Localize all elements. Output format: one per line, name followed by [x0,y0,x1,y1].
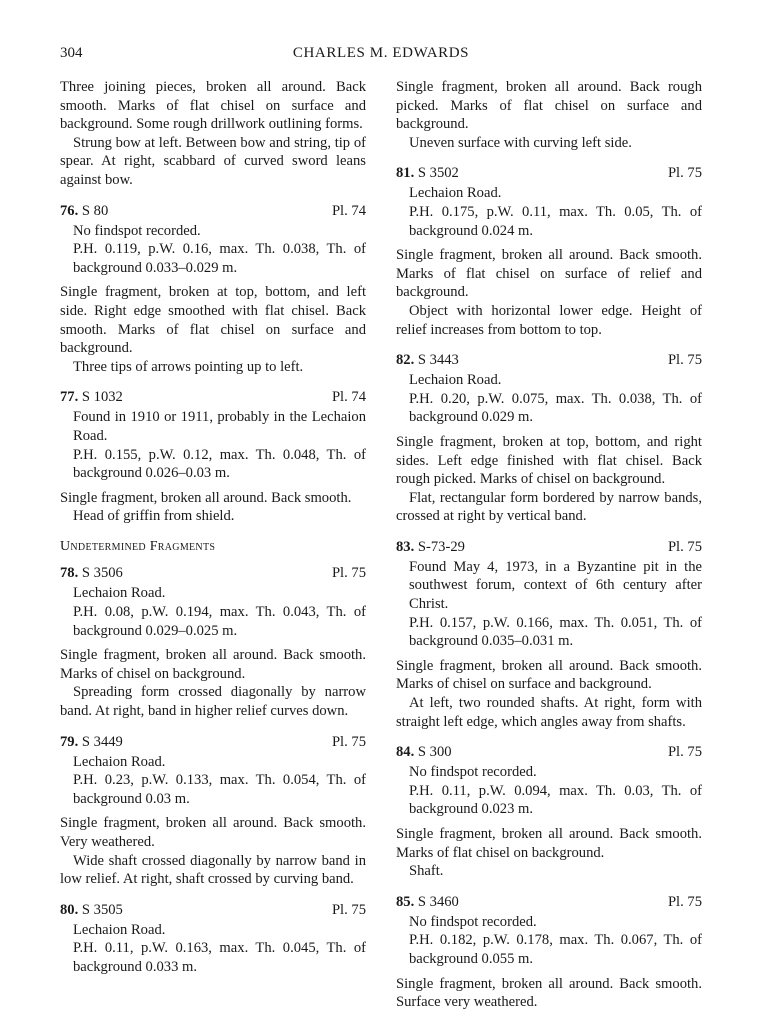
subject-description: Head of griffin from shield. [73,508,235,525]
inventory-number: S 3443 [417,352,459,369]
inventory-number: S 300 [417,744,452,761]
subject-description: Flat, rectangular form bordered by narrow bands, crossed at right by vertical band. [396,489,702,525]
plate-reference: Pl. 75 [331,733,366,750]
entry-heading [396,741,702,763]
entry-heading [396,891,702,913]
catalogue-entry-83 [396,536,702,731]
page-number: 304 [60,45,83,61]
catalogue-entry-84 [396,741,702,881]
entry-heading [60,200,366,222]
condition-description: Single fragment, broken all around. Back smooth. Marks of flat chisel on background. [396,826,702,861]
plate-reference: Pl. 74 [331,389,366,406]
catalogue-entry-82 [396,349,702,526]
catalogue-entry-79 [60,731,366,889]
catalogue-entry-85 [396,891,702,1012]
condition-description: Single fragment, broken all around. Back smooth. Marks of flat chisel on surface of relief and background. [396,247,702,301]
right-column [396,78,702,1012]
entry-heading [60,899,366,921]
condition-description: Single fragment, broken all around. Back smooth. Very weathered. [60,815,366,850]
entry-number: 79. [60,733,79,750]
inventory-number: S 1032 [81,389,123,406]
plate-reference: Pl. 74 [331,202,366,219]
inventory-number: S 3502 [417,165,459,182]
findspot: Lechaion Road. [73,585,166,602]
findspot: Found May 4, 1973, in a Byzantine pit in the southwest forum, context of 6th century after Christ. [409,558,702,613]
left-column [60,78,366,977]
plate-reference: Pl. 75 [667,893,702,910]
plate-reference: Pl. 75 [331,565,366,582]
condition-description: Single fragment, broken all around. Back rough picked. Marks of flat chisel on surface and background. [396,79,702,133]
entry-number: 77. [60,389,79,406]
catalogue-entry-80 [60,899,366,977]
subject-description: Shaft. [409,863,444,880]
entry-number: 81. [396,165,415,182]
continued-subject: Strung bow at left. Between bow and string, tip of spear. At right, scabbard of curved sword leans against bow. [60,134,366,188]
entry-heading [60,731,366,753]
catalogue-entry-81 [396,162,702,339]
findspot: Lechaion Road. [409,185,502,202]
condition-description: Single fragment, broken all around. Back smooth. Marks of chisel on background. [60,647,366,682]
dimensions: P.H. 0.175, p.W. 0.11, max. Th. 0.05, Th. of background 0.024 m. [409,203,702,239]
subject-description: Three tips of arrows pointing up to left. [73,358,304,375]
dimensions: P.H. 0.08, p.W. 0.194, max. Th. 0.043, Th. of background 0.029–0.025 m. [73,604,366,639]
condition-description: Single fragment, broken all around. Back smooth. [60,489,352,506]
continued-description: Three joining pieces, broken all around. Back smooth. Marks of flat chisel on surface and background. Some rough drillwork outlining forms. [60,79,366,133]
findspot: Found in 1910 or 1911, probably in the Lechaion Road. [73,409,366,444]
plate-reference: Pl. 75 [331,901,366,918]
entry-heading [396,536,702,558]
entry-number: 84. [396,744,415,761]
findspot: Lechaion Road. [409,372,502,389]
condition-description: Single fragment, broken all around. Back smooth. Surface very weathered. [396,975,702,1011]
dimensions: P.H. 0.11, p.W. 0.094, max. Th. 0.03, Th. of background 0.023 m. [409,782,702,818]
findspot: Lechaion Road. [73,921,166,938]
subject-description: Object with horizontal lower edge. Height of relief increases from bottom to top. [396,302,702,338]
dimensions: P.H. 0.157, p.W. 0.166, max. Th. 0.051, Th. of background 0.035–0.031 m. [409,614,702,650]
catalogue-entry-78 [60,562,366,720]
findspot: No findspot recorded. [409,913,537,930]
entry-heading [60,562,366,584]
dimensions: P.H. 0.182, p.W. 0.178, max. Th. 0.067, Th. of background 0.055 m. [409,932,702,967]
subject-description: At left, two rounded shafts. At right, form with straight left edge, which angles away from shafts. [396,695,702,730]
plate-reference: Pl. 75 [667,538,702,555]
entry-heading [60,386,366,408]
condition-description: Single fragment, broken at top, bottom, and left side. Right edge smoothed with flat chisel. Back smooth. Marks of flat chisel on surface and background. [60,284,366,357]
dimensions: P.H. 0.119, p.W. 0.16, max. Th. 0.038, Th. of background 0.033–0.029 m. [73,241,366,276]
findspot: Lechaion Road. [73,753,166,770]
running-head: CHARLES M. EDWARDS [292,45,470,61]
entry-heading [396,162,702,184]
findspot: No findspot recorded. [73,222,201,239]
dimensions: P.H. 0.23, p.W. 0.133, max. Th. 0.054, Th. of background 0.03 m. [73,772,366,807]
section-heading: Undetermined Fragments [60,538,216,554]
entry-number: 83. [396,538,415,555]
plate-reference: Pl. 75 [667,352,702,369]
dimensions: P.H. 0.11, p.W. 0.163, max. Th. 0.045, Th. of background 0.033 m. [73,940,366,975]
inventory-number: S 80 [81,202,109,219]
inventory-number: S-73-29 [417,538,465,555]
inventory-number: S 3460 [417,893,459,910]
dimensions: P.H. 0.155, p.W. 0.12, max. Th. 0.048, Th. of background 0.026–0.03 m. [73,446,366,482]
inventory-number: S 3506 [81,565,123,582]
entry-number: 85. [396,893,415,910]
condition-description: Single fragment, broken all around. Back smooth. Marks of chisel on surface and background. [396,657,702,693]
page-header [60,44,702,64]
entry-number: 80. [60,901,79,918]
condition-description: Single fragment, broken at top, bottom, and right sides. Left edge finished with flat chisel. Back rough picked. Marks of chisel on background. [396,433,702,488]
entry-number: 82. [396,352,415,369]
entry-number: 76. [60,202,79,219]
catalogue-entry-77 [60,386,366,526]
dimensions: P.H. 0.20, p.W. 0.075, max. Th. 0.038, Th. of background 0.029 m. [409,390,702,426]
subject-description: Uneven surface with curving left side. [409,134,632,151]
plate-reference: Pl. 75 [667,744,702,761]
findspot: No findspot recorded. [409,764,537,781]
plate-reference: Pl. 75 [667,165,702,182]
entry-heading [396,349,702,371]
subject-description: Spreading form crossed diagonally by narrow band. At right, band in higher relief curves down. [60,684,366,720]
catalogue-entry-76 [60,200,366,377]
subject-description: Wide shaft crossed diagonally by narrow band in low relief. At right, shaft crossed by curving band. [60,852,366,888]
entry-number: 78. [60,565,79,582]
inventory-number: S 3505 [81,901,123,918]
inventory-number: S 3449 [81,733,123,750]
